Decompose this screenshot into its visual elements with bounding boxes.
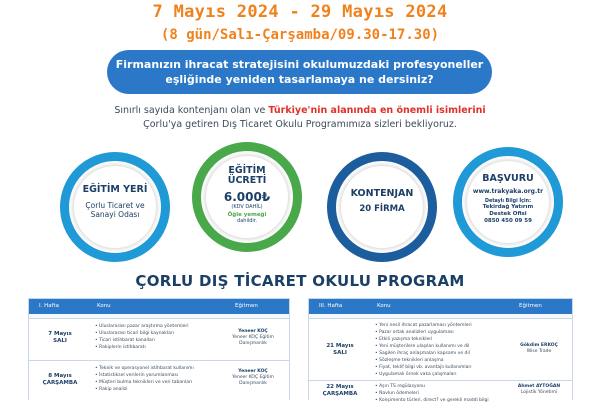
quota-body: 20 FİRMA bbox=[359, 204, 405, 214]
row-date: 8 Mayıs bbox=[48, 373, 72, 379]
apply-card bbox=[453, 147, 563, 257]
apply-site-link[interactable]: www.trakyaka.org.tr bbox=[472, 188, 544, 195]
fee-amount: 6.000₺ bbox=[223, 190, 271, 204]
fee-title bbox=[206, 166, 288, 186]
list-item: • Uygulamalı örnek vaka çalışmaları bbox=[375, 371, 472, 378]
list-item: • Navlun ödemeleri bbox=[375, 390, 489, 397]
row-trainer bbox=[509, 384, 569, 396]
fee-note-2: dahildir. bbox=[237, 218, 257, 224]
headline-banner bbox=[107, 50, 492, 94]
row-weekday: SALI bbox=[333, 350, 347, 356]
trainer-name: Gökdim ERKOÇ bbox=[520, 343, 558, 348]
row-date: 22 Mayıs bbox=[326, 384, 354, 390]
header-week: III. Hafta bbox=[319, 303, 343, 309]
venue-line-2: Sanayi Odası bbox=[90, 210, 140, 219]
fee-card bbox=[192, 142, 302, 252]
row-weekday: SALI bbox=[53, 338, 67, 344]
row-date: 21 Mayıs bbox=[326, 343, 354, 349]
table-header bbox=[29, 299, 289, 314]
trainer-org: Lojistik Yönetimi bbox=[520, 390, 558, 395]
trainer-org-2: Danışmanlık bbox=[239, 381, 267, 386]
quota-card bbox=[327, 152, 437, 262]
trainer-org: Wise Trade bbox=[526, 349, 552, 354]
banner-line-1: Firmanızın ihracat stratejisini okulumuzdaki profesyoneller bbox=[115, 58, 484, 71]
fee-note-1: Öğle yemeği bbox=[227, 212, 267, 218]
list-item: • Uluslararası pazar araştırma yöntemleri bbox=[95, 323, 188, 330]
intro-line-2: Çorlu'ya getiren Dış Ticaret Okulu Programımıza sizleri bekliyoruz. bbox=[143, 119, 457, 130]
list-item: • Sagilen ihraç anlaşmaları kapsamı ve dil bbox=[375, 350, 472, 357]
list-item: • Aşırı TS regülasyonu bbox=[375, 383, 489, 390]
list-item: • Yeni nesil ihracat pazarlaması yöntemleri bbox=[375, 322, 472, 329]
table-row bbox=[309, 380, 572, 403]
trainer-name: Ahmet AYTOĞAN bbox=[517, 384, 561, 389]
apply-info: Detaylı Bilgi İçin: bbox=[484, 199, 531, 204]
row-day bbox=[29, 373, 91, 387]
apply-office-2: Destek Ofisi bbox=[489, 211, 527, 217]
row-weekday: ÇARŞAMBA bbox=[322, 391, 358, 397]
row-trainer bbox=[509, 343, 569, 355]
program-title: ÇORLU DIŞ TİCARET OKULU PROGRAM bbox=[135, 272, 465, 290]
row-date: 7 Mayıs bbox=[48, 331, 72, 337]
intro-text bbox=[0, 104, 600, 132]
table-row bbox=[29, 360, 289, 400]
trainer-org: Yeneer KOÇ Eğitim bbox=[232, 375, 274, 380]
list-item: • Rakiplerin istihbaratı bbox=[95, 344, 188, 351]
list-item: • Konşimento türleri, direct? ve gerekli maddi bilgi bbox=[375, 397, 489, 404]
venue-card bbox=[60, 152, 170, 262]
row-trainer bbox=[223, 369, 283, 387]
apply-phone: 0850 450 09 59 bbox=[484, 218, 532, 224]
trainer-org-2: Danışmanlık bbox=[239, 341, 267, 346]
topic-list bbox=[375, 322, 472, 378]
header-trainer: Eğitmen bbox=[519, 303, 542, 309]
header-week: I. Hafta bbox=[39, 303, 59, 309]
list-item: • Fiyat, teklif bilgi vb. avantajlı kullanımları bbox=[375, 364, 472, 371]
trainer-name: Yeneer KOÇ bbox=[238, 369, 268, 374]
fee-title-2: ÜCRETİ bbox=[227, 175, 267, 186]
list-item: • Sözleşme teknikleri anlaşma bbox=[375, 357, 472, 364]
list-item: • İstatistiksel verilerin yorumlanması bbox=[95, 372, 194, 379]
header bbox=[0, 0, 600, 50]
apply-title: BAŞVURU bbox=[482, 173, 534, 184]
fee-vat: (KDV DAHİL) bbox=[231, 204, 263, 210]
row-trainer bbox=[223, 329, 283, 347]
trainer-org: Yeneer KOÇ Eğitim bbox=[232, 335, 274, 340]
program-table-week-3 bbox=[308, 298, 573, 403]
list-item: • Rakip analizi bbox=[95, 386, 194, 393]
table-row bbox=[29, 318, 289, 360]
intro-highlight: Türkiye'nin alanında en önemli isimlerini bbox=[268, 105, 486, 116]
trainer-name: Yeneer KOÇ bbox=[238, 329, 268, 334]
program-table-week-1 bbox=[28, 298, 290, 400]
row-day bbox=[309, 384, 371, 398]
banner-line-2: eşliğinde yeniden tasarlamaya ne dersiniz? bbox=[165, 73, 434, 86]
venue-title: EĞİTİM YERİ bbox=[82, 184, 148, 195]
table-header bbox=[309, 299, 572, 314]
list-item: • Müşteri bulma teknikleri ve veri tabanları bbox=[95, 379, 194, 386]
list-item: • Yeni müşterilere ulaşılan kullanımı ve dil bbox=[375, 343, 472, 350]
list-item: • Teknik ve operasyonel istihbarat kullanımı bbox=[95, 365, 194, 372]
fee-title-1: EĞİTİM bbox=[228, 165, 266, 176]
apply-office-1: Tekirdağ Yatırım bbox=[482, 204, 534, 210]
list-item: • Pazar ortak analizleri uygulaması bbox=[375, 329, 472, 336]
topic-list bbox=[95, 365, 194, 393]
topic-list bbox=[95, 323, 188, 351]
intro-part-1: Sınırlı sayıda kontenjanı olan ve bbox=[114, 105, 269, 116]
schedule-text: (8 gün/Salı-Çarşamba/09.30-17.30) bbox=[160, 27, 440, 43]
topic-list bbox=[375, 383, 489, 404]
list-item: • Uluslararası ticari bilgi kaynakları bbox=[95, 330, 188, 337]
header-topic: Konu bbox=[97, 303, 111, 309]
intro-line-1 bbox=[0, 104, 600, 118]
venue-line-1: Çorlu Ticaret ve bbox=[85, 201, 145, 210]
table-row bbox=[309, 318, 572, 380]
date-range: 7 Mayıs 2024 - 29 Mayıs 2024 bbox=[152, 2, 448, 22]
list-item: • Etkili yazışma teknikleri bbox=[375, 336, 472, 343]
quota-title: KONTENJAN bbox=[350, 188, 414, 199]
header-topic: Konu bbox=[377, 303, 391, 309]
header-trainer: Eğitmen bbox=[235, 303, 258, 309]
row-weekday: ÇARŞAMBA bbox=[42, 380, 78, 386]
list-item: • Ticari istihbarat kanalları bbox=[95, 337, 188, 344]
row-day bbox=[29, 331, 91, 345]
row-day bbox=[309, 343, 371, 357]
